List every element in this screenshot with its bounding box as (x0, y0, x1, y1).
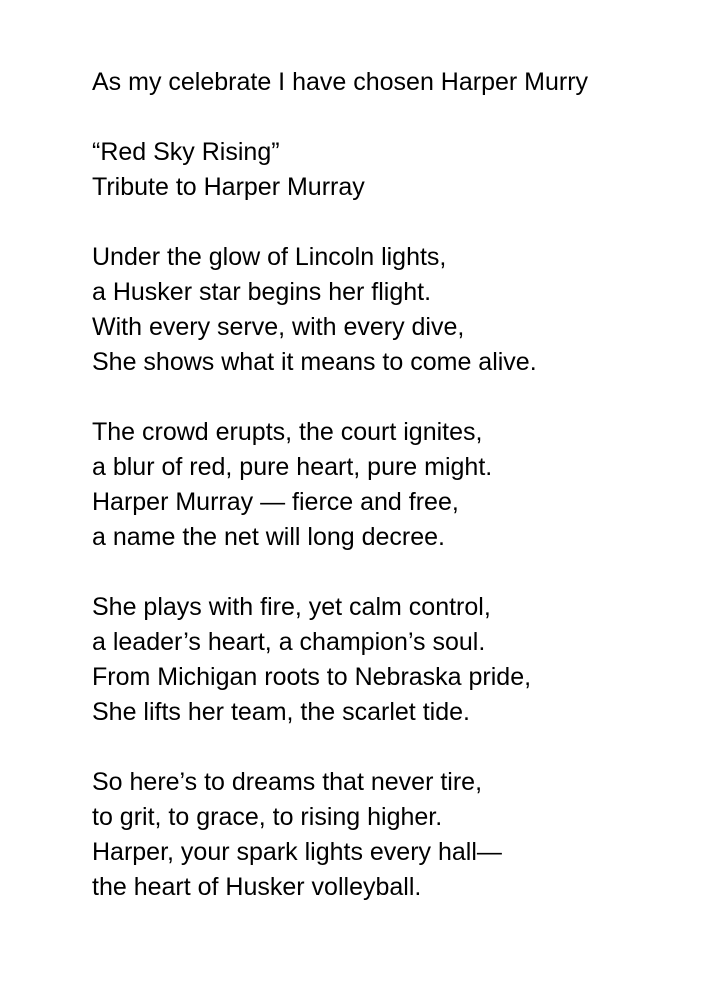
poem-line: Under the glow of Lincoln lights, (92, 243, 447, 271)
poem-line: a blur of red, pure heart, pure might. (92, 453, 493, 481)
poem-line: Harper, your spark lights every hall— (92, 838, 502, 866)
poem-line: Harper Murray — fierce and free, (92, 488, 459, 516)
intro-block (92, 65, 679, 100)
poem-line: The crowd erupts, the court ignites, (92, 418, 483, 446)
poem-line: a name the net will long decree. (92, 523, 445, 551)
poem-line: With every serve, with every dive, (92, 313, 465, 341)
poem-line: So here’s to dreams that never tire, (92, 768, 483, 796)
stanza-4 (92, 765, 679, 905)
poem-line: From Michigan roots to Nebraska pride, (92, 663, 532, 691)
stanza-1 (92, 240, 679, 380)
stanza-2 (92, 415, 679, 555)
poem-line: She lifts her team, the scarlet tide. (92, 698, 470, 726)
poem-line: a leader’s heart, a champion’s soul. (92, 628, 486, 656)
intro-line: As my celebrate I have chosen Harper Murry (92, 68, 589, 96)
poem-title-line: “Red Sky Rising” (92, 138, 280, 166)
poem-line: She plays with fire, yet calm control, (92, 593, 491, 621)
poem-line: the heart of Husker volleyball. (92, 873, 422, 901)
stanza-3 (92, 590, 679, 730)
poem-subtitle-line: Tribute to Harper Murray (92, 173, 365, 201)
title-block (92, 135, 679, 205)
poem-line: She shows what it means to come alive. (92, 348, 537, 376)
poem-line: to grit, to grace, to rising higher. (92, 803, 443, 831)
poem-line: a Husker star begins her flight. (92, 278, 432, 306)
